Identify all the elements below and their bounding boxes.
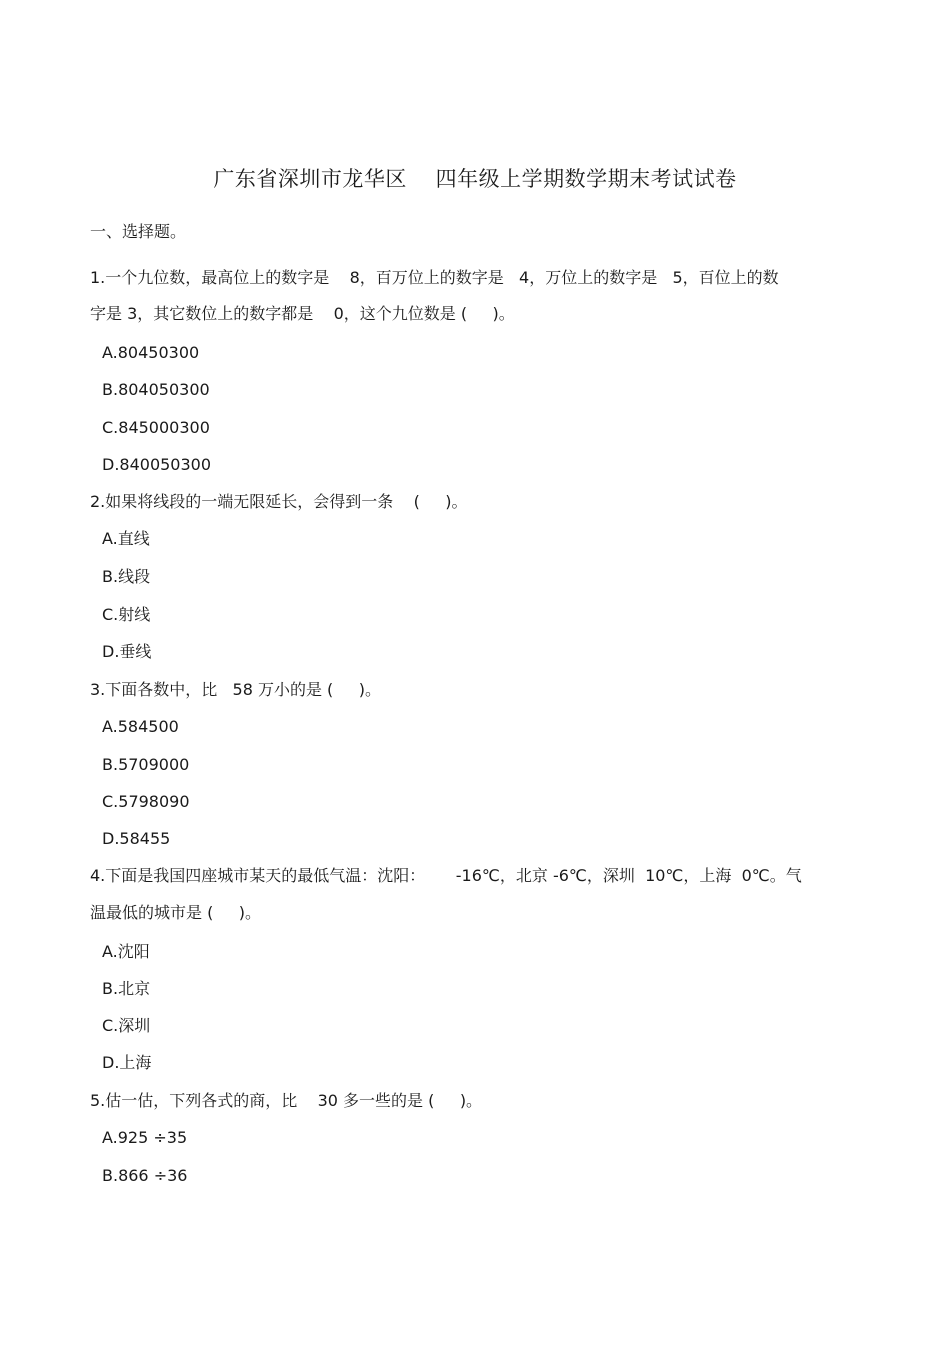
- question-1-line-2: 字是 3，其它数位上的数字都是 0，这个九位数是 ( )。: [90, 304, 515, 323]
- section-heading: 一、选择题。: [90, 222, 187, 241]
- question-1-option-b: B.804050300: [102, 380, 210, 399]
- question-2-option-d: D.垂线: [102, 642, 152, 661]
- question-4-line-1: 4.下面是我国四座城市某天的最低气温：沈阳： -16℃，北京 -6℃，深圳 10℃，上海 0℃。气: [90, 866, 802, 885]
- page-title: 广东省深圳市龙华区 四年级上学期数学期末考试试卷: [213, 167, 737, 191]
- question-2-option-b: B.线段: [102, 567, 151, 586]
- question-3-option-d: D.58455: [102, 829, 171, 848]
- question-4-option-d: D.上海: [102, 1053, 152, 1072]
- question-4-option-a: A.沈阳: [102, 942, 150, 961]
- question-3-option-a: A.584500: [102, 717, 179, 736]
- question-1-option-d: D.840050300: [102, 455, 212, 474]
- question-3-option-b: B.5709000: [102, 755, 190, 774]
- question-1-option-c: C.845000300: [102, 418, 210, 437]
- question-1-line-1: 1.一个九位数，最高位上的数字是 8，百万位上的数字是 4，万位上的数字是 5，百位上的数: [90, 268, 779, 287]
- question-4-option-b: B.北京: [102, 979, 151, 998]
- question-4-line-2: 温最低的城市是 ( )。: [90, 903, 262, 922]
- question-1-option-a: A.80450300: [102, 343, 200, 362]
- question-5-option-b: B.866 ÷36: [102, 1166, 188, 1185]
- question-4-option-c: C.深圳: [102, 1016, 151, 1035]
- question-2-line-1: 2.如果将线段的一端无限延长，会得到一条 ( )。: [90, 492, 468, 511]
- question-3-line-1: 3.下面各数中，比 58 万小的是 ( )。: [90, 680, 381, 699]
- question-2-option-a: A.直线: [102, 529, 150, 548]
- question-5-line-1: 5.估一估，下列各式的商，比 30 多一些的是 ( )。: [90, 1091, 483, 1110]
- question-3-option-c: C.5798090: [102, 792, 190, 811]
- question-5-option-a: A.925 ÷35: [102, 1128, 188, 1147]
- question-2-option-c: C.射线: [102, 605, 151, 624]
